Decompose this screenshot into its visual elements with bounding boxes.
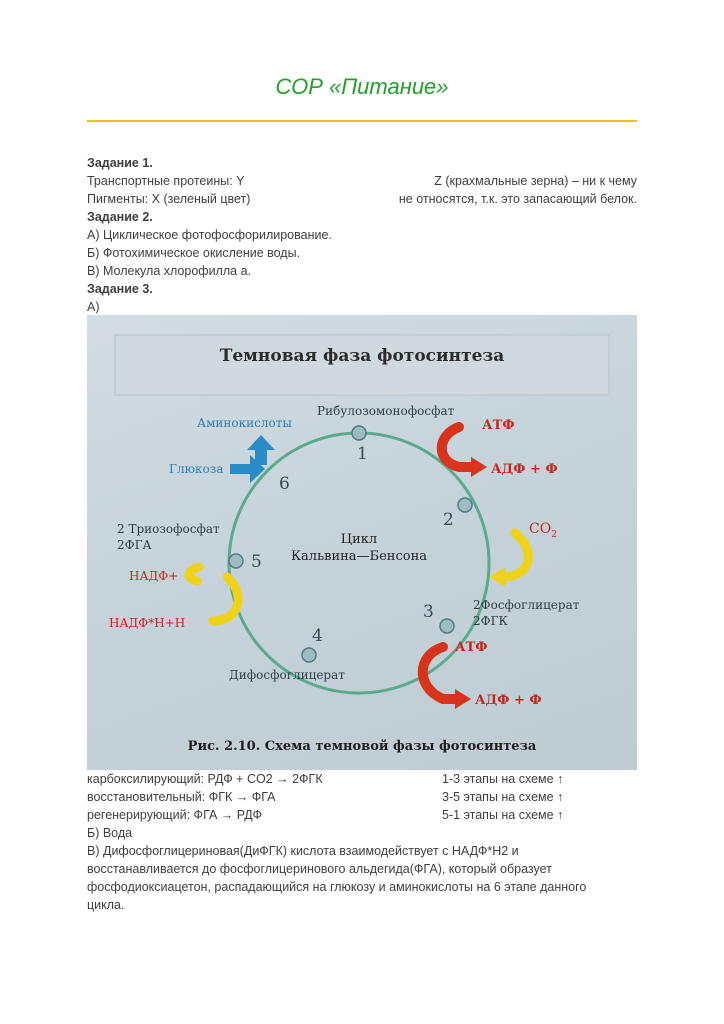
adp-bottom-label: АДФ + Ф (475, 693, 542, 708)
task2-answer-c: В) Молекула хлорофилла а. (87, 264, 251, 278)
task1-note1: Z (крахмальные зерна) – ни к чему (434, 174, 637, 188)
atp-bottom-label: АТФ (455, 640, 488, 655)
calvin-cycle-diagram (87, 315, 637, 770)
nadp-arrow-tail-icon (189, 567, 199, 581)
nadph-label: НАДФ*Н+Н (109, 616, 186, 630)
cycle-center-line1: Цикл (340, 532, 378, 547)
task3-a-label: А) (87, 300, 100, 314)
label-ribulose: Рибулозомонофосфат (317, 404, 455, 418)
co2-text: CO (529, 521, 552, 537)
figure-title: Темновая фаза фотосинтеза (219, 346, 505, 366)
nadp-label: НАДФ+ (129, 569, 179, 583)
co2-arrowhead-icon (489, 567, 505, 587)
calvin-cycle-figure (87, 315, 637, 770)
node-1-dot (352, 426, 366, 440)
title-divider (87, 120, 637, 122)
adp-top-label: АДФ + Ф (491, 462, 558, 477)
answer-v-line1: В) Дифосфоглицериновая(ДиФГК) кислота взаимодействует с НАДФ*Н2 и (87, 844, 519, 858)
stage-number-6: 6 (279, 474, 290, 494)
task1-heading: Задание 1. (87, 156, 153, 170)
nadp-arrow-icon (213, 577, 238, 621)
task1-line1: Транспортные протеины: Y (87, 174, 245, 188)
stage-number-3: 3 (423, 602, 434, 622)
label-phosphoglycerate-2: 2ФГК (473, 614, 508, 628)
task3-heading: Задание 3. (87, 282, 153, 296)
co2-subscript: 2 (551, 530, 557, 540)
stage-regenerating: регенерирующий: ФГА → РДФ (87, 808, 262, 822)
node-4-dot (302, 648, 316, 662)
node-5-dot (229, 554, 243, 568)
stage-reducing: восстановительный: ФГК → ФГА (87, 790, 276, 804)
label-phosphoglycerate-1: 2Фосфоглицерат (473, 598, 580, 612)
atp-top-label: АТФ (482, 418, 515, 433)
co2-label (529, 521, 557, 540)
answer-b: Б) Вода (87, 826, 133, 840)
atp-bottom-arrowhead-icon (455, 689, 471, 709)
cycle-center-line2: Кальвина—Бенсона (291, 549, 427, 564)
stage-regenerating-ref: 5-1 этапы на схеме ↑ (442, 808, 564, 822)
answer-v-line4: цикла. (87, 898, 125, 912)
label-aminoacids: Аминокислоты (197, 416, 292, 430)
task1-line2: Пигменты: X (зеленый цвет) (87, 192, 251, 206)
task2-heading: Задание 2. (87, 210, 153, 224)
atp-top-arrowhead-icon (471, 457, 487, 477)
node-2-dot (458, 498, 472, 512)
stage-carboxylating-ref: 1-3 этапы на схеме ↑ (442, 772, 564, 786)
task2-answer-b: Б) Фотохимическое окисление воды. (87, 246, 301, 260)
node-3-dot (440, 619, 454, 633)
label-triose-2: 2ФГА (117, 538, 152, 552)
label-triose-1: 2 Триозофосфат (117, 522, 220, 536)
answer-v-line2: восстанавливается до фосфоглицеринового альдегида(ФГА), который образует (87, 862, 552, 876)
stage-number-2: 2 (443, 510, 454, 530)
stage-number-5: 5 (251, 552, 262, 572)
stage-carboxylating: карбоксилирующий: РДФ + CO2 → 2ФГК (87, 772, 323, 786)
stage-number-4: 4 (312, 626, 323, 646)
stage-reducing-ref: 3-5 этапы на схеме ↑ (442, 790, 564, 804)
page-title: СОР «Питание» (275, 74, 449, 99)
task1-note2: не относятся, т.к. это запасающий белок. (398, 192, 637, 206)
label-diphosphoglycerate: Дифосфоглицерат (229, 668, 345, 682)
co2-arrow-icon (503, 533, 528, 577)
answer-v-line3: фосфодиоксиацетон, распадающийся на глюкозу и аминокислоты на 6 этапе данного (87, 880, 587, 894)
task2-answer-a: А) Циклическое фотофосфорилирование. (87, 228, 332, 242)
label-glucose: Глюкоза (169, 462, 224, 476)
stage-number-1: 1 (357, 444, 368, 464)
atp-top-arrow-icon (442, 427, 473, 467)
figure-caption: Рис. 2.10. Схема темновой фазы фотосинтеза (187, 739, 537, 754)
